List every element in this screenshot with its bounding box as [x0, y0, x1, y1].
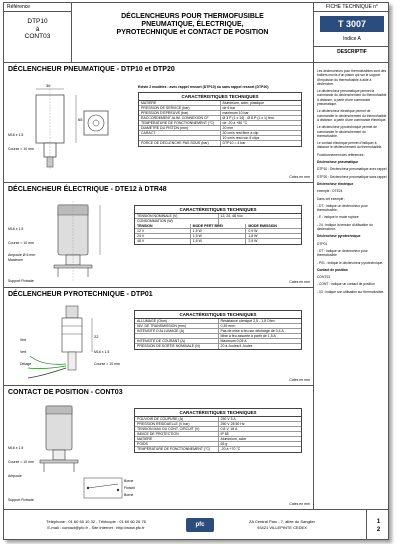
fig-label: Maximum: [8, 258, 24, 262]
reference-label: Référence: [4, 3, 71, 12]
table-cell: TENSION: [135, 224, 191, 228]
table-cell: TEMPÉRATURE DE FONCTIONNEMENT (°C): [139, 121, 221, 125]
table-title: CARACTÉRISTIQUES TECHNIQUES: [135, 206, 301, 214]
table-row: [135, 239, 301, 244]
contact-list: [317, 275, 387, 294]
contact-drawing: [32, 402, 132, 502]
fig-label: M16 x 1.5: [8, 227, 24, 231]
table-cell: 48 V: [135, 239, 191, 244]
descriptif-paragraph: Le déclencheur électrique permet de commander le déclenchement du thermofusible à distance, à partir d'une commande électrique.: [317, 109, 387, 122]
section-pyrotechnic: [4, 288, 314, 386]
address-line-2: 93421 VILLEPINTE CEDEX: [257, 525, 307, 530]
fig-label: Course = 10 mm: [8, 147, 34, 151]
list-item: CONT03: [317, 275, 331, 280]
fig-label: Course = 10 mm: [8, 460, 34, 464]
switch-label: Borne: [124, 493, 134, 497]
table-cell: de 6 bar: [222, 106, 236, 110]
table-cell: PRESSION D'ÉPREUVE (bar): [139, 111, 221, 115]
table-cell: TENSION NOMINALE (V): [135, 214, 219, 218]
dim-65: 65: [78, 117, 83, 122]
subheading: Déclencheur pyrotechnique: [317, 234, 361, 239]
list-item: Dans cet exemple :: [317, 196, 346, 201]
table-row: [135, 447, 301, 452]
table-row: [135, 344, 301, 349]
sheet-footer: [4, 509, 389, 540]
pneumatic-spec-table: [138, 92, 302, 147]
section-title: DÉCLENCHEUR ÉLECTRIQUE - DTE12 à DTR48: [8, 186, 167, 193]
title-line-1: DÉCLENCHEURS POUR THERMOFUSIBLE: [121, 13, 264, 20]
descriptif-paragraph: Fonctionnement des références :: [317, 152, 366, 157]
pneumatic-drawing: [22, 81, 112, 171]
table-cell: 12, 24, 48 Vcc: [220, 214, 243, 218]
section-electric: [4, 183, 314, 288]
dim-22: 22: [94, 334, 99, 339]
section-contact: [4, 386, 314, 509]
table-row: [139, 141, 301, 146]
table-cell: [135, 334, 219, 338]
descriptif-sidebar: [314, 63, 389, 509]
section-title: CONTACT DE POSITION - CONT03: [8, 389, 123, 396]
table-cell: 20 mm: [222, 126, 234, 130]
list-item: DTP20 : Déclencheur pneumatique sans rappel: [317, 174, 387, 179]
cotes-note: Cotes en mm: [289, 502, 310, 506]
list-item: exemple : DTE24: [317, 189, 343, 194]
table-cell: [139, 136, 221, 140]
section-title: DÉCLENCHEUR PNEUMATIQUE - DTP10 et DTP20: [8, 66, 175, 73]
fig-label: Ampoule Ø 6 mm: [8, 253, 36, 257]
descriptif-label: DESCRIPTIF: [314, 46, 389, 58]
fiche-label: FICHE TECHNIQUE n°: [314, 3, 389, 12]
fig-label: Ampoule: [8, 474, 22, 478]
cotes-note: Cotes en mm: [289, 175, 310, 179]
table-cell: RACCORDEMENT ALIM. CONNEXION CF: [139, 116, 221, 120]
table-title: CARACTÉRISTIQUES TECHNIQUES: [139, 93, 301, 101]
table-cell: 24 V: [135, 234, 191, 238]
phone-line: Téléphone : 01 60 60 10 32 - Télécopie : 01 60 60 26 76: [46, 519, 146, 524]
table-cell: PRESSION DE SERVICE (bar): [139, 106, 221, 110]
email-line: E-mail : contact@pfc.fr - Site internet : http://www.pfc.fr: [47, 525, 145, 530]
table-cell: Résistance ohmique 2,5 - 1,8 Ohm: [220, 319, 275, 323]
table-cell: 10 cm/s rest non 5 clips: [222, 136, 260, 140]
fiche-box: [314, 3, 389, 63]
table-cell: INTENSITÉ DE COURANT (A): [135, 339, 219, 343]
table-title: CARACTÉRISTIQUES TECHNIQUES: [135, 311, 301, 319]
list-item: - P01 : indique le déclencheur pyrotechnique.: [317, 260, 384, 265]
table-cell: 250 V 28 50 Hz: [220, 422, 245, 426]
list-item: - DT : indique un déclencheur pour thermofusible,: [317, 203, 368, 213]
title-line-3: PYROTECHNIQUE et CONTACT DE POSITION: [116, 29, 269, 36]
list-item: - 24 : indique la tension d'utilisation du déclencheur.: [317, 222, 373, 232]
sheet-header: [4, 3, 388, 63]
table-title: CARACTÉRISTIQUES TECHNIQUES: [135, 409, 301, 417]
pneumatic-list: [317, 167, 387, 179]
table-cell: 20 à Joules/4 Joules: [220, 344, 253, 348]
dim-36: 36: [46, 83, 51, 88]
wire-label: Vert: [20, 338, 27, 342]
indice: Indice A: [343, 36, 361, 42]
table-cell: TENSION MAX DU CONT. CIRCUIT (V): [135, 427, 219, 431]
address-line-1: ZA Central Parc - 7, allée du Sanglier: [248, 519, 316, 524]
table-cell: POUVOIR DE COUPURE (A): [135, 417, 219, 421]
list-item: - CONT : indique un contact de position: [317, 282, 375, 287]
list-item: DTP01: [317, 241, 328, 246]
contact-spec-table: [134, 408, 302, 453]
table-cell: maximum 10 bar: [222, 111, 249, 115]
table-cell: CARACT.: [139, 131, 221, 135]
table-cell: ALLUMAGE (Ohm): [135, 319, 219, 323]
reference-box: [4, 3, 72, 63]
pyrotechnic-spec-table: [134, 310, 302, 350]
reference-value: DTP10 à CONT03: [24, 18, 51, 40]
table-cell: IP 65: [220, 432, 229, 436]
table-cell: INTENSITÉ D'ALLUMAGE (A): [135, 329, 219, 333]
table-cell: MODE EMISSION: [248, 224, 277, 228]
table-cell: Aluminium, acier: [220, 437, 247, 441]
table-cell: 65 g: [220, 442, 228, 446]
contact-info: [16, 519, 176, 531]
table-cell: de -20 à +80 °C: [222, 121, 248, 125]
descriptif-paragraph: Le déclencheur pneumatique permet la commande du déclenchement du thermofusible à distance, à partir d'une commande pneumatique.: [317, 89, 387, 107]
table-cell: DTP10 = 4 bar: [222, 141, 246, 145]
section-pneumatic: [4, 63, 314, 183]
table-cell: PRESSION DE SORTIE NOMINALE (N): [135, 344, 219, 349]
table-cell: POIDS: [135, 442, 219, 446]
subheading: Déclencheur pneumatique: [317, 160, 359, 165]
descriptif-paragraph: Le déclencheur pyrotechnique permet de commander le déclenchement du thermofusible.: [317, 125, 377, 138]
list-item: - DT : indique un déclencheur pour thermofusible: [317, 248, 368, 258]
fig-label: M16 x 1.5: [8, 133, 24, 137]
table-cell: 1,5 W: [191, 234, 247, 238]
table-cell: PRESSION RÉSIDUELLE (V bar): [135, 422, 219, 426]
fig-label: Support Fixtrade: [8, 498, 34, 502]
table-cell: Ø 3 P (1 x 14) - Ø 8 P (1 x 1) fem.: [222, 116, 275, 120]
page-number: [366, 510, 389, 540]
title-line-2: PNEUMATIQUE, ÉLECTRIQUE,: [141, 21, 244, 28]
table-cell: 1,5 W: [191, 229, 247, 233]
wire-label: Détage: [20, 362, 32, 366]
subheading: Déclencheur électrique: [317, 181, 354, 186]
page-total: 2: [376, 527, 381, 533]
table-cell: 12 V: [135, 229, 191, 233]
electric-spec-table: [134, 205, 302, 245]
table-cell: 0,9 W: [248, 229, 258, 233]
table-cell: Mise à feu assurée à partir de 1,5 A: [220, 334, 276, 338]
table-cell: DIAMÈTRE DU PISTON (mm): [139, 126, 221, 130]
fig-label: M16 x 1.5: [8, 446, 24, 450]
table-cell: 30 cm/s rest fibre à clip: [222, 131, 259, 135]
table-cell: Pas de mise à feu sur décharge de 0,4 A: [220, 329, 284, 333]
table-cell: Maximum 0,05 A: [220, 339, 247, 343]
descriptif-paragraph: Les déclencheurs pour thermofusibles sont des boitiers munis d'un piston qui sur le support d'impulsion du thermofusible à aide à déclencher.: [317, 69, 387, 86]
fig-label: Course = 10 mm: [8, 241, 34, 245]
subheading: Contact de position: [317, 267, 348, 272]
list-item: - E : indique le mode rupture: [317, 215, 359, 220]
switch-label: Borne: [124, 479, 134, 483]
company-logo: pfc: [186, 518, 214, 532]
section-title: DÉCLENCHEUR PYROTECHNIQUE - DTP01: [8, 291, 153, 298]
table-cell: INDICE DE PROTECTION: [135, 432, 219, 436]
pneumatic-note: Existe 2 modèles : avec rappel ressort (DTP10) ou sans rappel ressort (DTP20): [138, 85, 269, 89]
technical-sheet: [3, 2, 389, 540]
table-cell: FORCE DE DÉCLENCHE PAS SOUS (bar): [139, 141, 221, 146]
main-content: [4, 63, 314, 509]
pyrotechnic-drawing: [12, 304, 132, 382]
pyrotechnic-list: [317, 242, 387, 265]
table-cell: 2,5 W: [248, 239, 258, 243]
table-cell: 0,35 mm²: [220, 324, 236, 328]
fig-label: Course = 10 mm: [94, 362, 120, 366]
electric-list: [317, 189, 387, 231]
address: [222, 519, 342, 531]
fig-label: Support Fixtrade: [8, 279, 34, 283]
table-cell: 1,6 W: [191, 239, 247, 244]
table-cell: MODE PERT BREI: [191, 224, 247, 228]
table-cell: MATIÈRE: [139, 101, 221, 105]
table-cell: -20 à +70 °C: [220, 447, 241, 451]
table-cell: NIV. DE TRANSMISSION (mm): [135, 324, 219, 328]
switch-label: Flotant: [124, 486, 135, 490]
list-item: - 03 : indique son utilisation sur thermofusible.: [317, 289, 385, 294]
table-cell: 1,8 W: [248, 234, 258, 238]
cotes-note: Cotes en mm: [289, 280, 310, 284]
cotes-note: Cotes en mm: [289, 378, 310, 382]
table-cell: CONSOMMATION (W): [135, 219, 219, 224]
sheet-title: [72, 3, 314, 63]
table-cell: 250 V 5 A: [220, 417, 236, 421]
list-item: DTP10 : Déclencheur pneumatique avec rappel: [317, 167, 387, 172]
table-cell: TEMPÉRATURE DE FONCTIONNEMENT (°C): [135, 447, 219, 452]
wire-label: Vert: [20, 350, 27, 354]
table-cell: 0,8 V, 18 A: [220, 427, 238, 431]
page-current: 1: [376, 519, 381, 525]
electric-drawing: [44, 201, 124, 283]
table-cell: Aluminium, acier, plastique: [222, 101, 265, 105]
descriptif-paragraph: Le contact électrique permet d'indiquer à distance le déclenchement du thermofusible.: [317, 141, 383, 150]
fig-label: M16 x 1.5: [94, 350, 110, 354]
fiche-number: T 3007: [320, 16, 384, 32]
table-cell: MATIÈRE: [135, 437, 219, 441]
